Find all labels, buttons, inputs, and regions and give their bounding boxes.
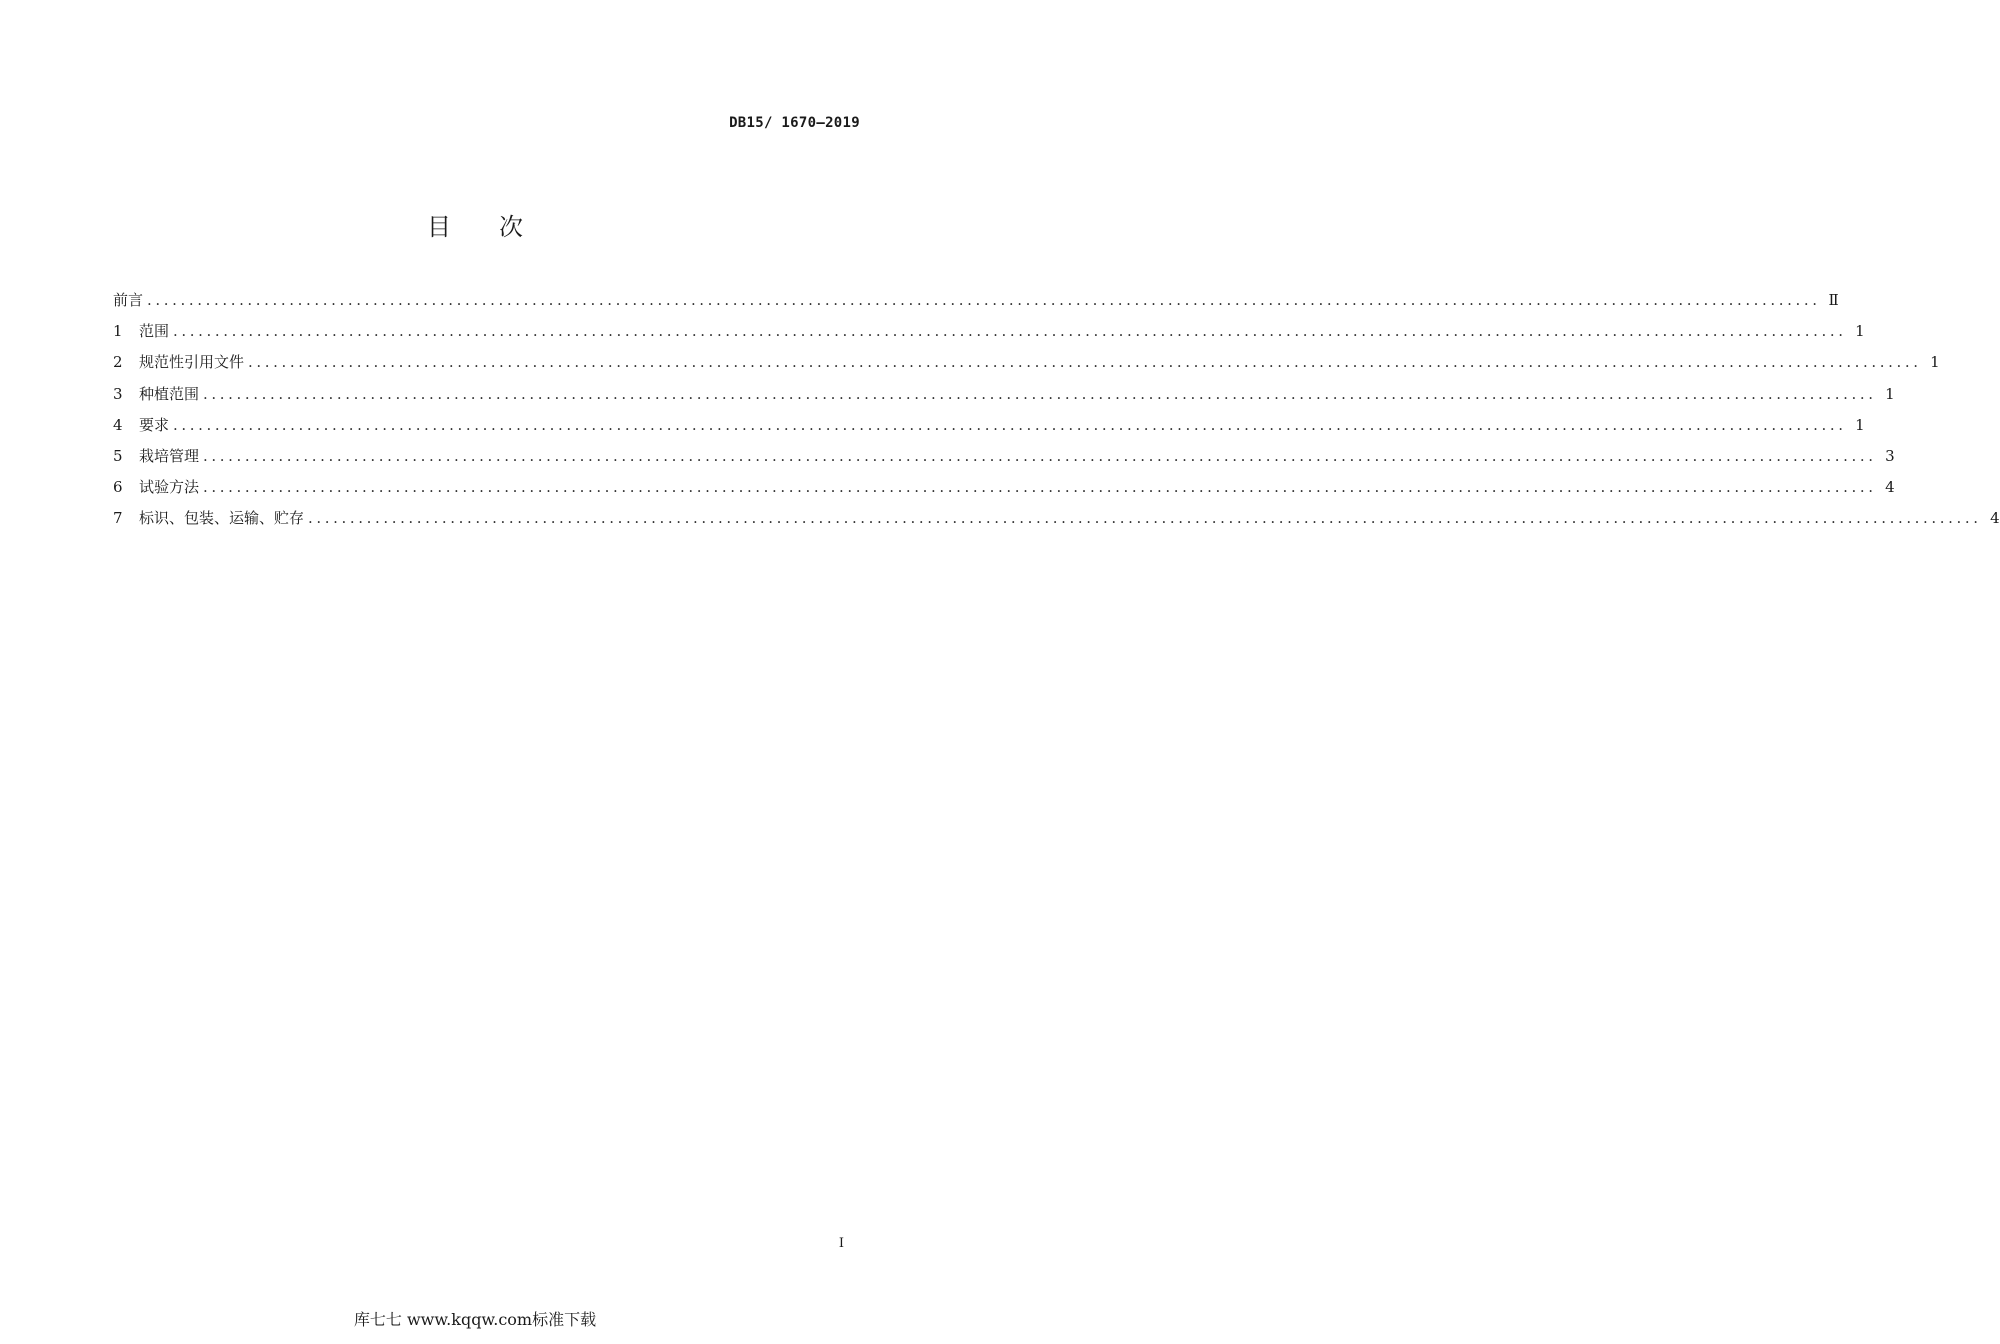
toc-leader-dots: ........................................................................................................................................................................................................ [203,446,1877,465]
toc-entry-marking-packaging[interactable] [113,503,2000,534]
table-of-contents [113,285,2000,535]
toc-entry-page: 3 [1885,446,1895,465]
toc-entry-label: 种植范围 [139,384,200,403]
standard-code: DB15/ 1670—2019 [729,115,860,131]
title-char-2: 次 [499,213,523,241]
page-number: I [838,1236,844,1251]
toc-leader-dots: ........................................................................................................................................................................................................ [248,353,1922,372]
toc-entry-foreword[interactable] [113,285,1839,316]
toc-entry-label: 规范性引用文件 [139,353,245,372]
toc-entry-label: 试验方法 [139,478,200,497]
toc-entry-page: 1 [1885,384,1895,403]
toc-leader-dots: ........................................................................................................................................................................................................ [308,509,1982,528]
toc-entry-label: 栽培管理 [139,446,200,465]
toc-leader-dots: ........................................................................................................................................................................................................ [173,322,1847,341]
toc-entry-label: 标识、包装、运输、贮存 [139,509,305,528]
toc-entry-test-methods[interactable] [113,472,1895,503]
toc-entry-normative-references[interactable] [113,347,1940,378]
toc-entry-number: 7 [113,509,123,528]
toc-entry-label: 前言 [113,291,144,309]
toc-entry-number: 3 [113,384,123,403]
toc-entry-number: 4 [113,415,123,434]
toc-entry-requirements[interactable] [113,410,1865,441]
title-char-1: 目 [427,213,451,241]
toc-entry-page: 1 [1855,415,1865,434]
toc-entry-page: 1 [1855,322,1865,341]
toc-leader-dots: ........................................................................................................................................................................................................ [147,291,1821,309]
toc-entry-page: 1 [1930,353,1940,372]
footer-watermark: 库七七 www.kqqw.com标准下载 [353,1310,597,1329]
toc-entry-number: 1 [113,322,123,341]
toc-entry-planting-range[interactable] [113,379,1895,410]
toc-entry-label: 范围 [139,322,170,341]
toc-entry-number: 6 [113,478,123,497]
toc-entry-scope[interactable] [113,316,1865,347]
toc-entry-label: 要求 [139,415,170,434]
toc-entry-cultivation-management[interactable] [113,441,1895,472]
toc-entry-page: Ⅱ [1828,291,1839,309]
toc-entry-page: 4 [1990,509,2000,528]
toc-entry-page: 4 [1885,478,1895,497]
toc-entry-number: 2 [113,353,123,372]
toc-leader-dots: ........................................................................................................................................................................................................ [203,384,1877,403]
toc-leader-dots: ........................................................................................................................................................................................................ [173,415,1847,434]
toc-leader-dots: ........................................................................................................................................................................................................ [203,478,1877,497]
page-title [0,207,950,242]
toc-entry-number: 5 [113,446,123,465]
